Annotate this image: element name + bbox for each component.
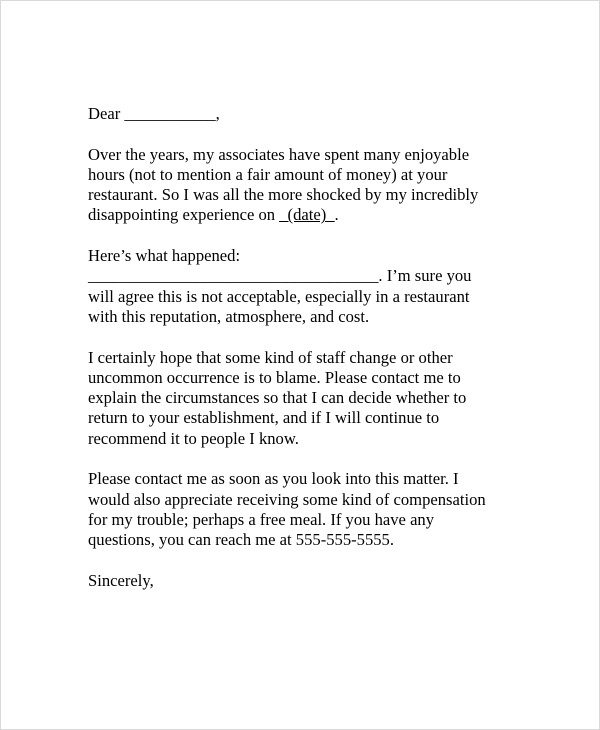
- paragraph-4-line: questions, you can reach me at 555-555-5555.: [88, 530, 394, 550]
- paragraph-4-line: Please contact me as soon as you look into this matter. I: [88, 469, 459, 489]
- paragraph-4-line: would also appreciate receiving some kind of compensation: [88, 489, 486, 509]
- recipient-blank: ___________: [124, 104, 216, 123]
- paragraph-1-line: Over the years, my associates have spent many enjoyable: [88, 144, 470, 164]
- date-period: .: [334, 205, 339, 225]
- paragraph-4: [88, 469, 518, 550]
- closing: [88, 571, 518, 591]
- what-happened-heading: Here’s what happened:: [88, 246, 241, 266]
- paragraph-2-line: [88, 266, 518, 286]
- paragraph-3-line: recommend it to people I know.: [88, 428, 299, 448]
- date-blank: _(date)_: [279, 205, 335, 225]
- paragraph-4-line: for my trouble; perhaps a free meal. If you have any: [88, 509, 435, 529]
- paragraph-2-line: with this reputation, atmosphere, and cost.: [88, 306, 370, 326]
- salutation-prefix: Dear: [88, 104, 121, 123]
- letter-body: [88, 104, 518, 611]
- paragraph-1-line: hours (not to mention a fair amount of money) at your: [88, 164, 448, 184]
- incident-blank: ___________________________________: [88, 266, 379, 286]
- paragraph-2: [88, 246, 518, 327]
- closing-line: Sincerely,: [88, 570, 154, 590]
- paragraph-3: [88, 348, 518, 449]
- salutation-line: [88, 104, 518, 124]
- paragraph-1: [88, 145, 518, 226]
- salutation-comma: ,: [215, 104, 220, 123]
- experience-text: disappointing experience on: [88, 205, 276, 225]
- paragraph-1-line: [88, 205, 518, 225]
- paragraph-1-line: restaurant. So I was all the more shocked by my incredibly: [88, 185, 479, 205]
- paragraph-2-line: will agree this is not acceptable, especially in a restaurant: [88, 286, 470, 306]
- paragraph-3-line: return to your establishment, and if I will continue to: [88, 408, 440, 428]
- paragraph-3-line: uncommon occurrence is to blame. Please contact me to: [88, 367, 461, 387]
- paragraph-3-line: explain the circumstances so that I can decide whether to: [88, 388, 467, 408]
- paragraph-3-line: I certainly hope that some kind of staff change or other: [88, 347, 453, 367]
- salutation: [88, 104, 518, 124]
- incident-followup: . I’m sure you: [378, 266, 472, 286]
